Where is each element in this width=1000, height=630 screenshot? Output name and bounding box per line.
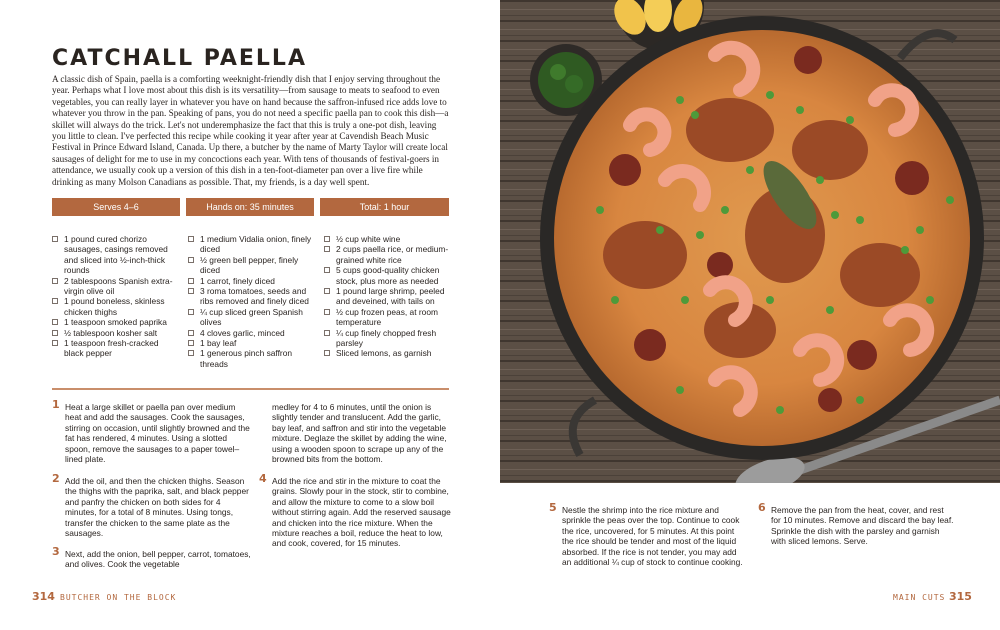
step-number: 1 bbox=[52, 398, 60, 411]
ingredient-item[interactable]: 1 medium Vidalia onion, finely diced bbox=[188, 234, 313, 255]
step-number: 5 bbox=[549, 501, 557, 514]
ingredient-item[interactable]: 1 pound large shrimp, peeled and deveined, with tails on bbox=[324, 286, 449, 307]
step-text: Heat a large skillet or paella pan over medium heat and add the sausages. Cook the sausages, stirring on occasion, until slightly browned and the fat has rendered, 4 minutes. Using a slotted spoon, remove the sausages to a paper towel–lined plate. bbox=[65, 402, 250, 465]
checkbox-icon[interactable] bbox=[324, 288, 330, 294]
step-number: 4 bbox=[259, 472, 267, 485]
ingredients-column-2 bbox=[188, 234, 313, 369]
serves-tab: Serves 4–6 bbox=[52, 198, 180, 216]
ingredient-item[interactable]: ½ green bell pepper, finely diced bbox=[188, 255, 313, 276]
checkbox-icon[interactable] bbox=[188, 340, 194, 346]
step-number: 6 bbox=[758, 501, 766, 514]
checkbox-icon[interactable] bbox=[188, 330, 194, 336]
checkbox-icon[interactable] bbox=[188, 236, 194, 242]
step-text: Nestle the shrimp into the rice mixture and sprinkle the peas over the top. Continue to cook the rice, uncovered, for 5 minutes. At this point the rice should be tender and most of the liquid absorbed. If the rice is not tender, you may add an additional ¼ cup of stock to continue cooking. bbox=[562, 505, 743, 568]
step-text: Add the oil, and then the chicken thighs. Season the thighs with the paprika, salt, and black pepper and panfry the chicken on both sides for 4 minutes, for a total of 8 minutes. Using tongs, transfer the chicken to the same plate as the sausages. bbox=[65, 476, 249, 539]
checkbox-icon[interactable] bbox=[52, 330, 58, 336]
ingredient-item[interactable]: 2 cups paella rice, or medium-grained white rice bbox=[324, 244, 449, 265]
ingredient-item[interactable]: 2 tablespoons Spanish extra-virgin olive oil bbox=[52, 276, 177, 297]
ingredient-item[interactable]: 1 pound cured chorizo sausages, casings removed and sliced into ½-inch-thick rounds bbox=[52, 234, 177, 276]
checkbox-icon[interactable] bbox=[52, 298, 58, 304]
ingredient-item[interactable]: 3 roma tomatoes, seeds and ribs removed and finely diced bbox=[188, 286, 313, 307]
step-number: 2 bbox=[52, 472, 60, 485]
ingredient-item[interactable]: 1 carrot, finely diced bbox=[188, 276, 313, 286]
step-2 bbox=[52, 472, 252, 539]
ingredient-item[interactable]: 5 cups good-quality chicken stock, plus more as needed bbox=[324, 265, 449, 286]
right-page-number: 315 bbox=[949, 590, 972, 603]
checkbox-icon[interactable] bbox=[52, 319, 58, 325]
step-6 bbox=[758, 501, 954, 547]
ingredient-item[interactable]: 1 teaspoon fresh-cracked black pepper bbox=[52, 338, 177, 359]
step-text: Add the rice and stir in the mixture to coat the grains. Slowly pour in the stock, stir to combine, and allow the mixture to come to a slow boil without stirring again. Add the reserved sausage and chicken into the rice mixture. When the mixture reaches a boil, reduce the heat to low, and cook, covered, for 15 minutes. bbox=[272, 476, 451, 549]
checkbox-icon[interactable] bbox=[188, 288, 194, 294]
left-running-head: BUTCHER ON THE BLOCK bbox=[60, 593, 177, 602]
ingredient-item[interactable]: 4 cloves garlic, minced bbox=[188, 328, 313, 338]
paella-photo bbox=[500, 0, 1000, 483]
checkbox-icon[interactable] bbox=[188, 278, 194, 284]
checkbox-icon[interactable] bbox=[324, 246, 330, 252]
step-5 bbox=[549, 501, 745, 568]
step-text: medley for 4 to 6 minutes, until the onion is slightly tender and translucent. Add the garlic, bay leaf, and saffron and stir into the vegetable mixture. Deglaze the skillet by adding the wine, using a wooden spoon to scrape up any of the browned bits from the bottom. bbox=[272, 402, 447, 465]
recipe-intro: A classic dish of Spain, paella is a comforting weeknight-friendly dish that I enjoy serving throughout the year. Perhaps what I love most about this dish is its versatility—from sausage to meats to seafood to even vegetables, you can really layer in whatever you have on hand because the saffron-infused rice adds love to whatever you throw in the pan. Speaking of pans, you do not need a specific paella pan to cook this dish—a skillet will always do the trick. Let's not underemphasize the fact that this is truly a one-pot dish, leaving you little to clean. I've perfected this recipe while cooking it year after year at Cavendish Beach Music Festival in Prince Edward Island, Canada. Up there, a butcher by the name of Marty Taylor will create local sausages of delight for me to use in my concoctions each year. With tens of thousands of festival-goers in attendance, we usually cook up a version of this dish in a ten-foot-diameter pan over a live fire while drinking as many Molson Canadians as possible. That, my friends, is a day well spent. bbox=[52, 74, 449, 187]
step-3-continued bbox=[272, 402, 452, 464]
step-text: Remove the pan from the heat, cover, and rest for 10 minutes. Remove and discard the bay leaf. Sprinkle the dish with the parsley and garnish with sliced lemons. Serve. bbox=[771, 505, 954, 547]
checkbox-icon[interactable] bbox=[52, 236, 58, 242]
checkbox-icon[interactable] bbox=[324, 236, 330, 242]
ingredient-item[interactable]: 1 teaspoon smoked paprika bbox=[52, 317, 177, 327]
left-page-number: 314 bbox=[32, 590, 55, 603]
step-3 bbox=[52, 545, 252, 570]
step-text: Next, add the onion, bell pepper, carrot, tomatoes, and olives. Cook the vegetable bbox=[65, 549, 251, 570]
checkbox-icon[interactable] bbox=[188, 350, 194, 356]
right-running-head: MAIN CUTS bbox=[893, 593, 946, 602]
ingredient-item[interactable]: ¼ cup finely chopped fresh parsley bbox=[324, 328, 449, 349]
recipe-title: CATCHALL PAELLA bbox=[52, 46, 307, 71]
checkbox-icon[interactable] bbox=[324, 330, 330, 336]
ingredient-item[interactable]: ¼ cup sliced green Spanish olives bbox=[188, 307, 313, 328]
step-1 bbox=[52, 398, 252, 465]
ingredient-item[interactable]: Sliced lemons, as garnish bbox=[324, 348, 449, 358]
ingredient-item[interactable]: 1 generous pinch saffron threads bbox=[188, 348, 313, 369]
checkbox-icon[interactable] bbox=[52, 340, 58, 346]
section-divider bbox=[52, 388, 449, 390]
ingredients-column-3 bbox=[324, 234, 449, 359]
ingredients-column-1 bbox=[52, 234, 177, 359]
ingredient-item[interactable]: ½ cup frozen peas, at room temperature bbox=[324, 307, 449, 328]
ingredient-item[interactable]: ½ tablespoon kosher salt bbox=[52, 328, 177, 338]
hands-on-tab: Hands on: 35 minutes bbox=[186, 198, 314, 216]
checkbox-icon[interactable] bbox=[52, 278, 58, 284]
ingredient-item[interactable]: 1 pound boneless, skinless chicken thighs bbox=[52, 296, 177, 317]
ingredient-item[interactable]: 1 bay leaf bbox=[188, 338, 313, 348]
checkbox-icon[interactable] bbox=[324, 267, 330, 273]
total-time-tab: Total: 1 hour bbox=[320, 198, 449, 216]
checkbox-icon[interactable] bbox=[188, 309, 194, 315]
checkbox-icon[interactable] bbox=[188, 257, 194, 263]
checkbox-icon[interactable] bbox=[324, 350, 330, 356]
step-number: 3 bbox=[52, 545, 60, 558]
ingredient-item[interactable]: ½ cup white wine bbox=[324, 234, 449, 244]
step-4 bbox=[259, 472, 452, 549]
checkbox-icon[interactable] bbox=[324, 309, 330, 315]
